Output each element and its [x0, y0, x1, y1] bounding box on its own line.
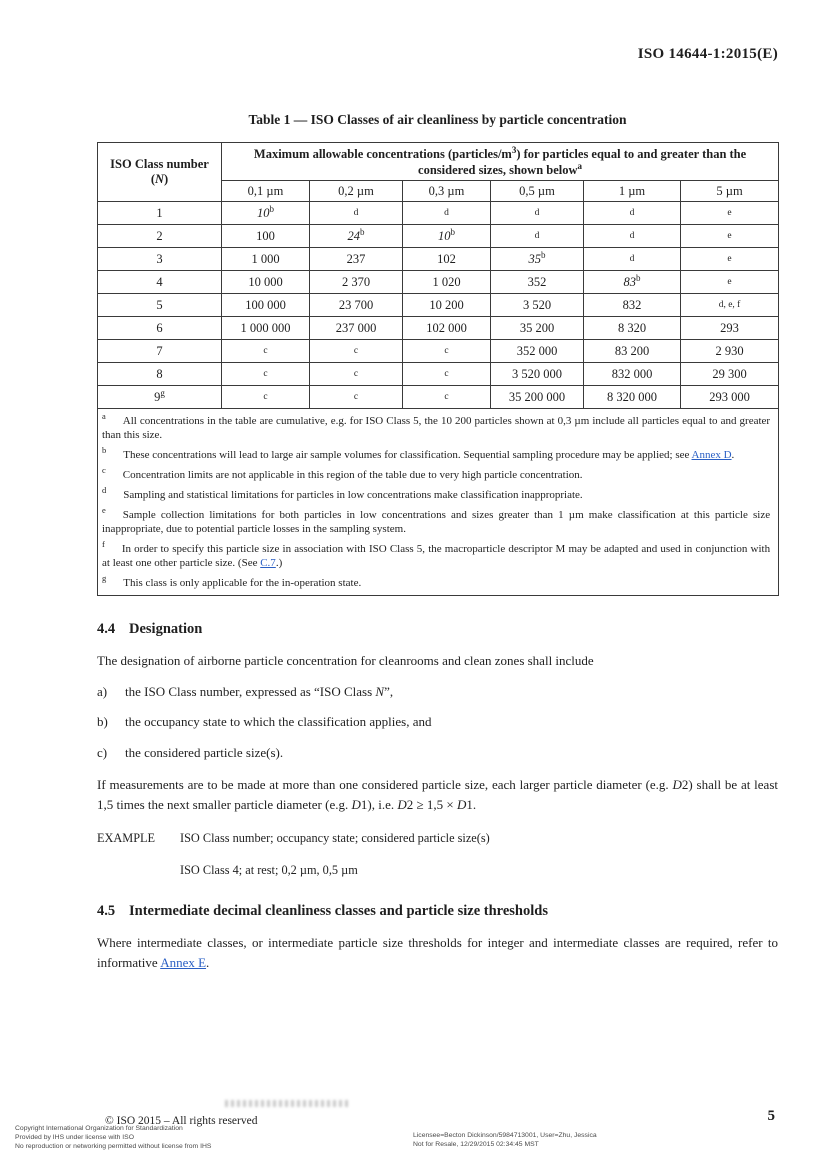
section-title: Intermediate decimal cleanliness classes and particle size thresholds	[129, 903, 548, 919]
footnote-letter: b	[102, 445, 107, 456]
concentration-cell: 102	[403, 248, 491, 271]
list-text: the occupancy state to which the classification applies, and	[125, 714, 432, 729]
footnote-letter: e	[102, 505, 106, 516]
table-row	[98, 294, 779, 317]
size-header-02um: 0,2 µm	[310, 181, 403, 202]
concentration-cell: e	[681, 271, 779, 294]
size-header-05um: 0,5 µm	[491, 181, 584, 202]
concentration-cell: 35 200	[491, 317, 584, 340]
example-text: ISO Class number; occupancy state; considered particle size(s)	[180, 831, 490, 845]
iso-class-cell: 2	[98, 225, 222, 248]
size-header-03um: 0,3 µm	[403, 181, 491, 202]
size-header-1um: 1 µm	[584, 181, 681, 202]
list-label: b)	[97, 714, 108, 729]
footnote-a: $^a$ All concentrations in the table are cumulative, e.g. for ISO Class 5, the 10 200 particles shown at 0,3 µm include all particles equal to and greater than this size.	[102, 411, 771, 441]
concentration-cell: 83$^b$	[584, 271, 681, 294]
table-row	[98, 225, 779, 248]
concentration-cell: c	[403, 363, 491, 386]
list-item-c	[97, 743, 778, 763]
footnote-e: $^e$ Sample collection limitations for both particles in low concentrations and sizes greater than 1 µm make classification at this particle size inappropriate, due to potential particle losses in the sampling system.	[102, 505, 771, 535]
section-number: 4.4	[97, 621, 116, 637]
footnote-letter: c	[102, 465, 106, 476]
concentration-cell: 23 700	[310, 294, 403, 317]
concentration-cell: d, e, f	[681, 294, 779, 317]
iso-class-cell: 4	[98, 271, 222, 294]
concentration-cell: c	[222, 363, 310, 386]
concentration-cell: 2 930	[681, 340, 779, 363]
section-heading-4-4	[97, 621, 778, 638]
iso-class-cell: 3	[98, 248, 222, 271]
concentration-cell: 352	[491, 271, 584, 294]
concentration-cell: 8 320	[584, 317, 681, 340]
link-annex-e[interactable]: Annex E	[160, 954, 207, 970]
document-header: ISO 14644-1:2015(E)	[637, 46, 778, 62]
example-label: EXAMPLE	[97, 831, 156, 845]
concentration-cell: 10 200	[403, 294, 491, 317]
concentration-cell: 1 020	[403, 271, 491, 294]
concentration-cell: d	[491, 225, 584, 248]
table-footnotes-row	[98, 409, 779, 596]
concentration-cell: 29 300	[681, 363, 779, 386]
link-annex-d[interactable]: Annex D	[691, 449, 732, 461]
concentration-cell: 237	[310, 248, 403, 271]
concentration-cell: 832	[584, 294, 681, 317]
iso-class-cell: 6	[98, 317, 222, 340]
table-row	[98, 271, 779, 294]
list-label: c)	[97, 744, 108, 760]
concentration-cell: 10 000	[222, 271, 310, 294]
concentration-cell: 24$^b$	[310, 225, 403, 248]
concentration-cell: d	[403, 202, 491, 225]
faded-print-artifact	[225, 1100, 350, 1107]
size-header-01um: 0,1 µm	[222, 181, 310, 202]
list-item-b	[97, 712, 778, 732]
list-text: the considered particle size(s).	[125, 744, 284, 760]
concentration-cell: d	[584, 248, 681, 271]
link-c-7[interactable]: C.7	[260, 557, 276, 569]
concentration-cell: e	[681, 248, 779, 271]
concentration-cell: c	[310, 340, 403, 363]
ihs-line: Provided by IHS under license with ISO	[15, 1134, 135, 1141]
footnote-d: $^d$ Sampling and statistical limitations for particles in low concentrations make classification inappropriate.	[102, 485, 583, 501]
paragraph-designation-intro: The designation of airborne particle concentration for cleanrooms and clean zones shall include	[97, 653, 594, 668]
footnote-b: $^b$ These concentrations will lead to large air sample volumes for classification. Sequential sampling procedure may be applied; see Annex D.	[102, 445, 735, 461]
concentration-cell: c	[310, 363, 403, 386]
concentration-cell: c	[222, 340, 310, 363]
iso-class-cell: 8	[98, 363, 222, 386]
ihs-license-text	[15, 1124, 211, 1151]
concentration-cell: d	[491, 202, 584, 225]
table-row	[98, 363, 779, 386]
iso-class-cell: 5	[98, 294, 222, 317]
concentration-cell: 2 370	[310, 271, 403, 294]
max-concentrations-header: Maximum allowable concentrations $(particles/m^3)$ for particles equal to and greater than the considered sizes, shown below$^a$	[222, 143, 779, 181]
table-body	[98, 202, 779, 409]
list-item-a	[97, 682, 778, 702]
example-line-2: ISO Class 4; at rest; 0,2 µm, 0,5 µm	[180, 863, 358, 877]
concentration-cell: 293 000	[681, 386, 779, 409]
page-content	[97, 112, 778, 972]
footnote-letter: d	[102, 485, 107, 496]
concentration-cell: 10$^b$	[403, 225, 491, 248]
iso-class-cell: 7	[98, 340, 222, 363]
concentration-cell: e	[681, 202, 779, 225]
table-row	[98, 386, 779, 409]
concentration-cell: d	[584, 225, 681, 248]
concentration-cell: 293	[681, 317, 779, 340]
concentration-cell: 832 000	[584, 363, 681, 386]
iso-class-cell: 9$^g$	[98, 386, 222, 409]
size-header-5um: 5 µm	[681, 181, 779, 202]
concentration-cell: c	[222, 386, 310, 409]
concentration-cell: 1 000 000	[222, 317, 310, 340]
iso-cleanliness-table	[97, 142, 779, 596]
footnote-letter: a	[102, 411, 106, 422]
table-title: Table 1 — ISO Classes of air cleanliness by particle concentration	[248, 112, 627, 127]
list-text: the ISO Class number, expressed as “ISO Class N”,	[125, 683, 394, 699]
concentration-cell: 100	[222, 225, 310, 248]
footnote-c: $^c$ Concentration limits are not applicable in this region of the table due to very high particle concentration.	[102, 465, 583, 481]
concentration-cell: 237 000	[310, 317, 403, 340]
footnote-f: $^f$ In order to specify this particle size in association with ISO Class 5, the macroparticle descriptor M may be adapted and used in conjunction with at least one other particle size. (See C.7.)	[102, 539, 771, 569]
footnote-letter: g	[102, 573, 107, 584]
concentration-cell: 10$^b$	[222, 202, 310, 225]
example-block	[97, 831, 778, 846]
table-row	[98, 202, 779, 225]
licensee-line: Licensee=Becton Dickinson/5984713001, User=Zhu, Jessica	[413, 1132, 597, 1139]
concentration-cell: 8 320 000	[584, 386, 681, 409]
table-header-row-1	[98, 143, 779, 181]
concentration-cell: 102 000	[403, 317, 491, 340]
concentration-cell: 100 000	[222, 294, 310, 317]
footnote-g: $^g$ This class is only applicable for the in-operation state.	[102, 573, 362, 589]
concentration-cell: 35$^b$	[491, 248, 584, 271]
concentration-cell: e	[681, 225, 779, 248]
concentration-cell: c	[403, 386, 491, 409]
concentration-cell: 3 520	[491, 294, 584, 317]
table-row	[98, 340, 779, 363]
list-label: a)	[97, 683, 108, 699]
concentration-cell: c	[310, 386, 403, 409]
concentration-cell: 3 520 000	[491, 363, 584, 386]
concentration-cell: 83 200	[584, 340, 681, 363]
concentration-cell: d	[584, 202, 681, 225]
licensee-line: Not for Resale, 12/29/2015 02:34:45 MST	[413, 1141, 539, 1148]
paragraph-intermediate-classes: Where intermediate classes, or intermediate particle size thresholds for integer and intermediate classes are required, refer to informative Annex E.	[97, 935, 778, 970]
iso-class-cell: 1	[98, 202, 222, 225]
footnote-letter: f	[102, 539, 105, 550]
section-number: 4.5	[97, 903, 116, 919]
concentration-cell: d	[310, 202, 403, 225]
concentration-cell: 352 000	[491, 340, 584, 363]
concentration-cell: 1 000	[222, 248, 310, 271]
ihs-line: No reproduction or networking permitted without license from IHS	[15, 1143, 212, 1150]
ihs-line: Copyright International Organization for Standardization	[15, 1125, 183, 1132]
page-number: 5	[767, 1108, 775, 1124]
section-title: Designation	[129, 621, 203, 637]
section-heading-4-5	[97, 903, 778, 920]
paragraph-measurements: If measurements are to be made at more than one considered particle size, each larger particle diameter (e.g. D2) shall be at least 1,5 times the next smaller particle diameter (e.g. D1), i.e. D2 ≥ 1,5 × D1.	[97, 777, 779, 812]
concentration-cell: c	[403, 340, 491, 363]
concentration-cell: 35 200 000	[491, 386, 584, 409]
iso-class-number-header: ISO Class number (N)	[98, 143, 222, 202]
licensee-text	[413, 1131, 597, 1149]
table-footnotes	[98, 409, 779, 596]
copyright-notice: © ISO 2015 – All rights reserved	[105, 1115, 258, 1127]
table-row	[98, 248, 779, 271]
table-row	[98, 317, 779, 340]
